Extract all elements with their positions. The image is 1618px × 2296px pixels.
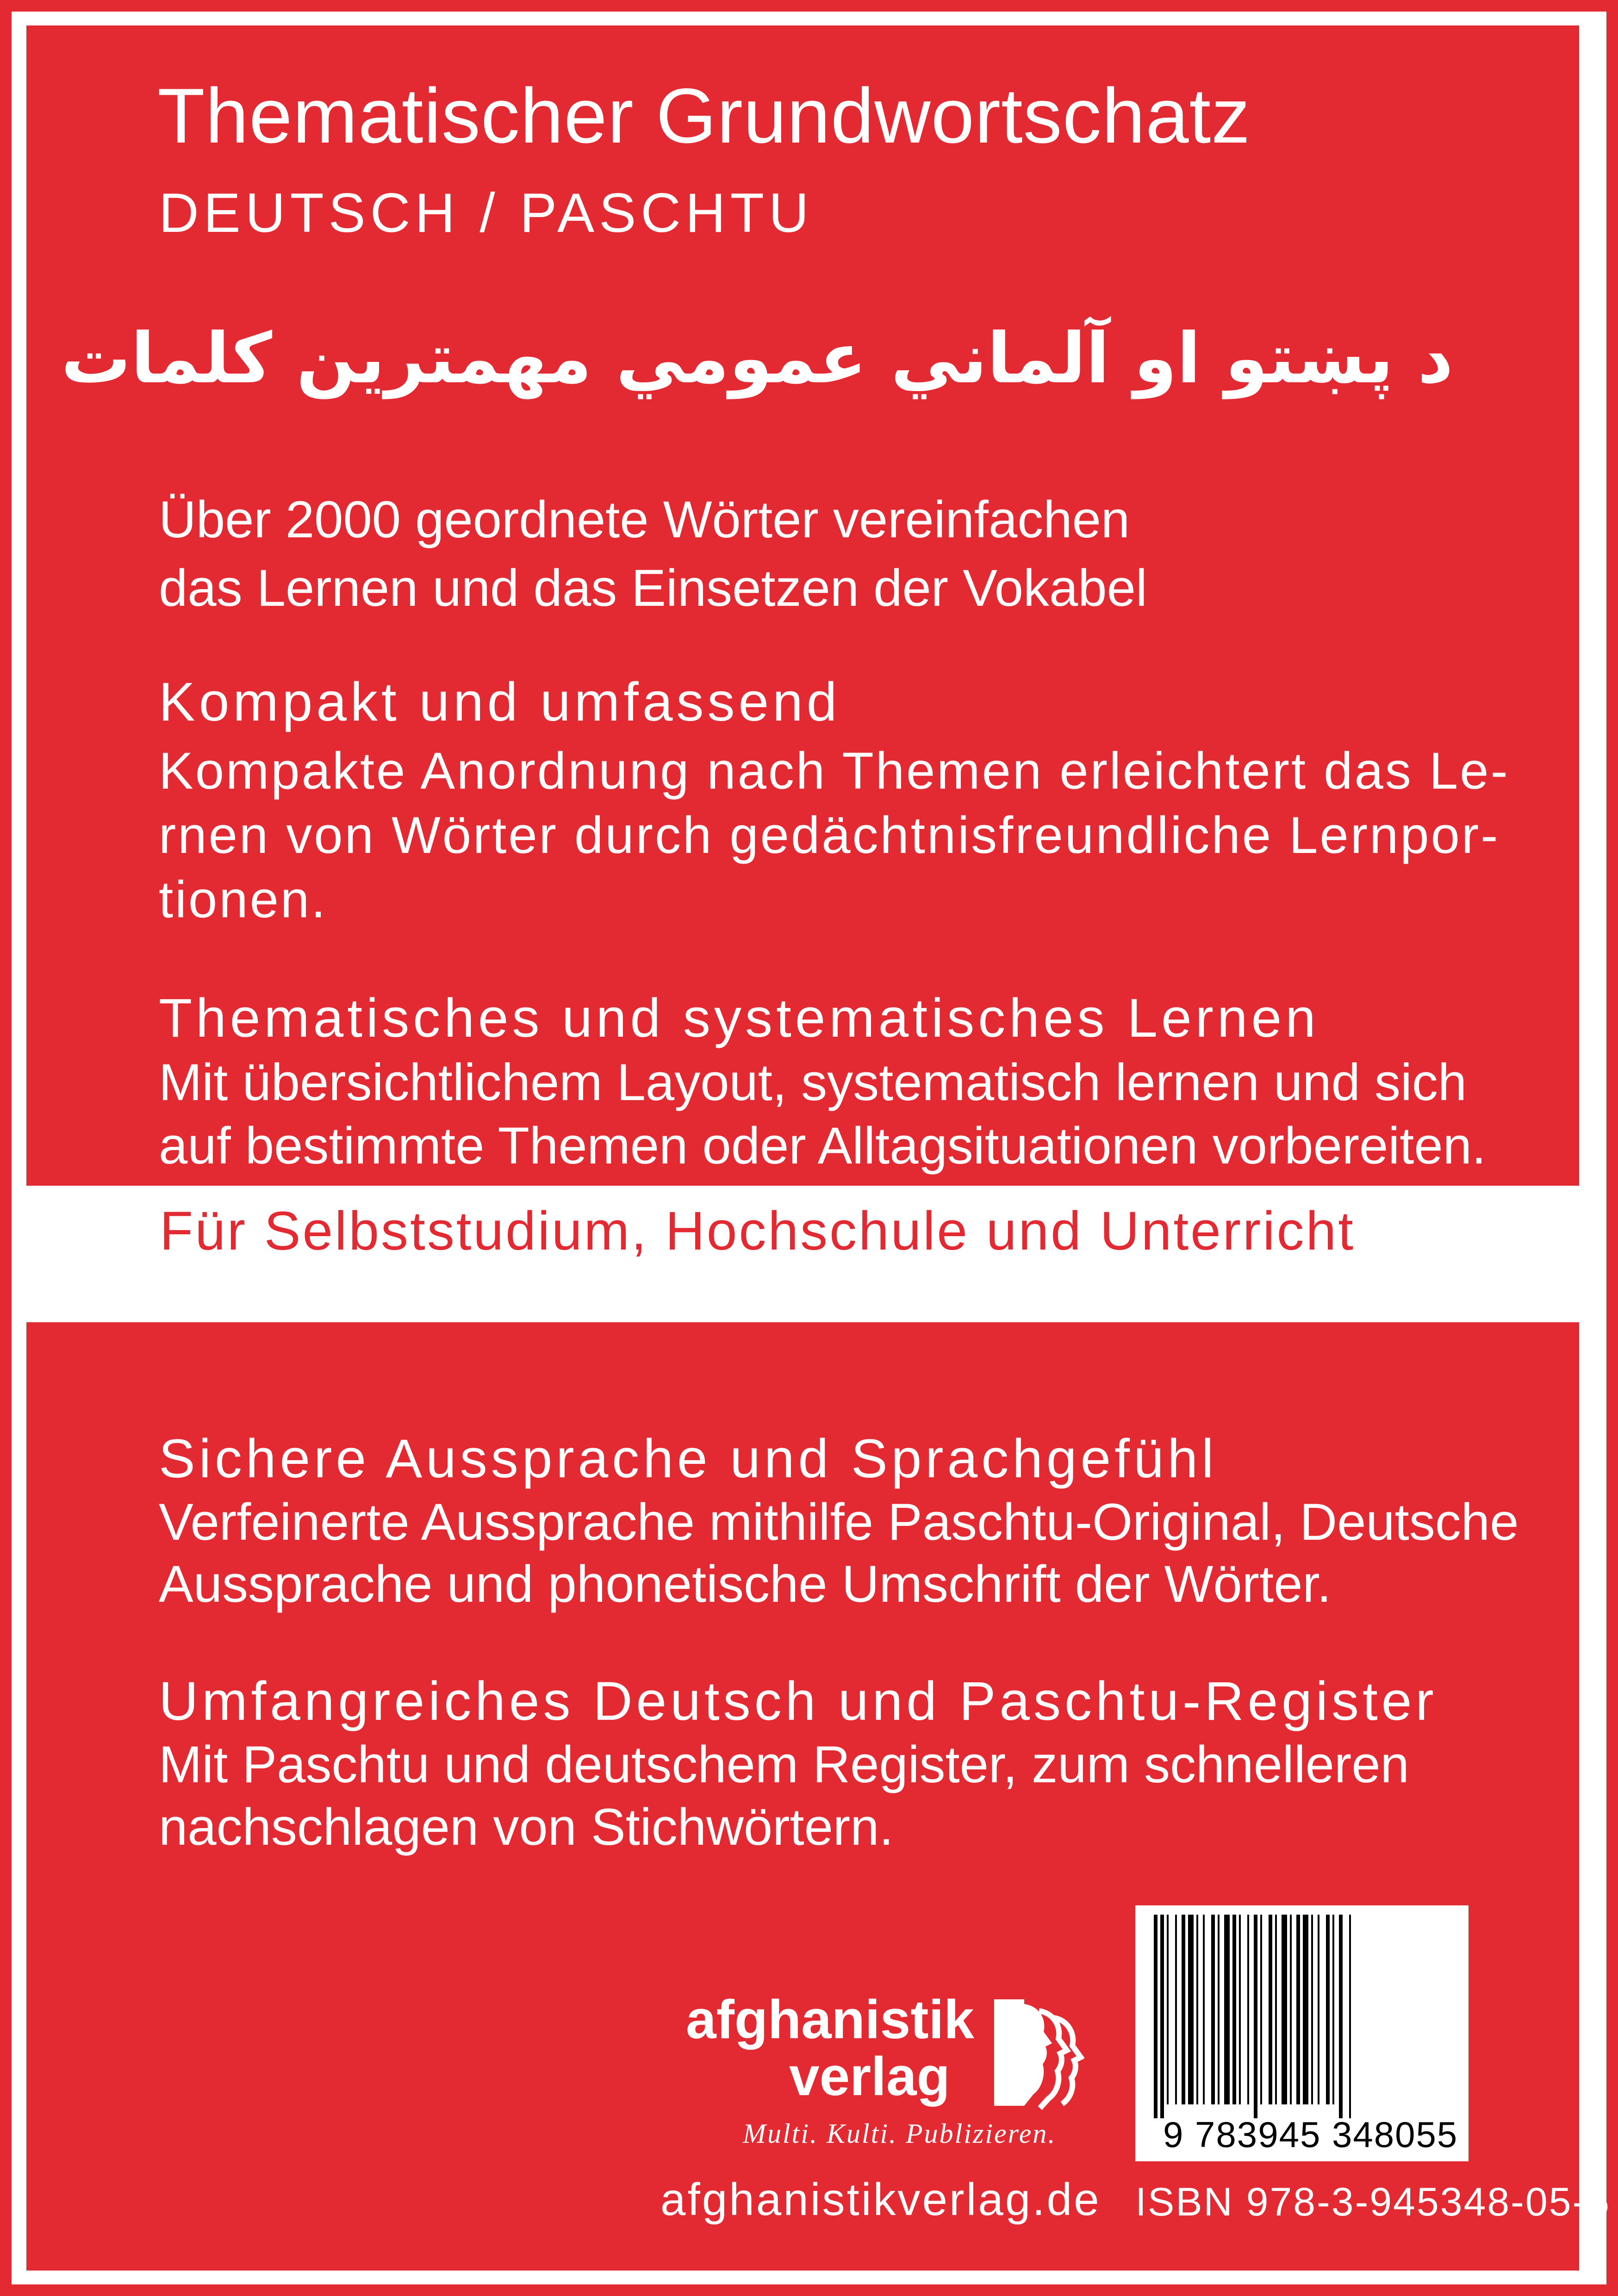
section-heading-thematisch: Thematisches und systematisches Lernen xyxy=(159,988,1319,1049)
section-aussprache-line-1: Verfeinerte Aussprache mithilfe Paschtu-Original, Deutsche xyxy=(159,1493,1519,1551)
publisher-name-line-1: afghanistik xyxy=(686,1989,974,2050)
section-kompakt-line-1: Kompakte Anordnung nach Themen erleichtert das Le- xyxy=(159,742,1510,800)
section-kompakt-line-3: tionen. xyxy=(159,871,328,928)
tagline: Für Selbststudium, Hochschule und Unterricht xyxy=(160,1201,1355,1262)
barcode-digits: 9 783945 348055 xyxy=(1163,2114,1458,2155)
intro-line-1: Über 2000 geordnete Wörter vereinfachen xyxy=(159,491,1130,548)
pashto-title: د پښتو او آلماني عمومي مهمترين کلمات xyxy=(61,318,1453,399)
isbn-text: ISBN 978-3-945348-05-5 xyxy=(1135,2180,1611,2224)
intro-line-2: das Lernen und das Einsetzen der Vokabel xyxy=(159,559,1147,617)
publisher-name-line-2: verlag xyxy=(789,2046,950,2107)
section-register-line-2: nachschlagen von Stichwörtern. xyxy=(159,1798,894,1856)
publisher-website: afghanistikverlag.de xyxy=(660,2174,1101,2225)
section-heading-kompakt: Kompakt und umfassend xyxy=(159,672,841,733)
section-register-line-1: Mit Paschtu und deutschem Register, zum schnelleren xyxy=(159,1736,1409,1793)
section-thematisch-line-1: Mit übersichtlichem Layout, systematisch lernen und sich xyxy=(159,1053,1467,1111)
section-thematisch-line-2: auf bestimmte Themen oder Alltagsituationen vorbereiten. xyxy=(159,1117,1487,1175)
book-title: Thematischer Grundwortschatz xyxy=(157,72,1251,159)
barcode xyxy=(1135,1905,1469,2161)
profile-faces-icon xyxy=(992,1995,1084,2113)
section-aussprache-line-2: Aussprache und phonetische Umschrift der Wörter. xyxy=(159,1555,1332,1613)
publisher-motto: Multi. Kulti. Publizieren. xyxy=(743,2118,1057,2149)
section-heading-aussprache: Sichere Aussprache und Sprachgefühl xyxy=(159,1428,1218,1489)
section-kompakt-line-2: rnen von Wörter durch gedächtnisfreundliche Lernpor- xyxy=(159,806,1500,864)
section-heading-register: Umfangreiches Deutsch und Paschtu-Register xyxy=(159,1671,1438,1732)
book-subtitle: DEUTSCH / PASCHTU xyxy=(159,182,814,244)
